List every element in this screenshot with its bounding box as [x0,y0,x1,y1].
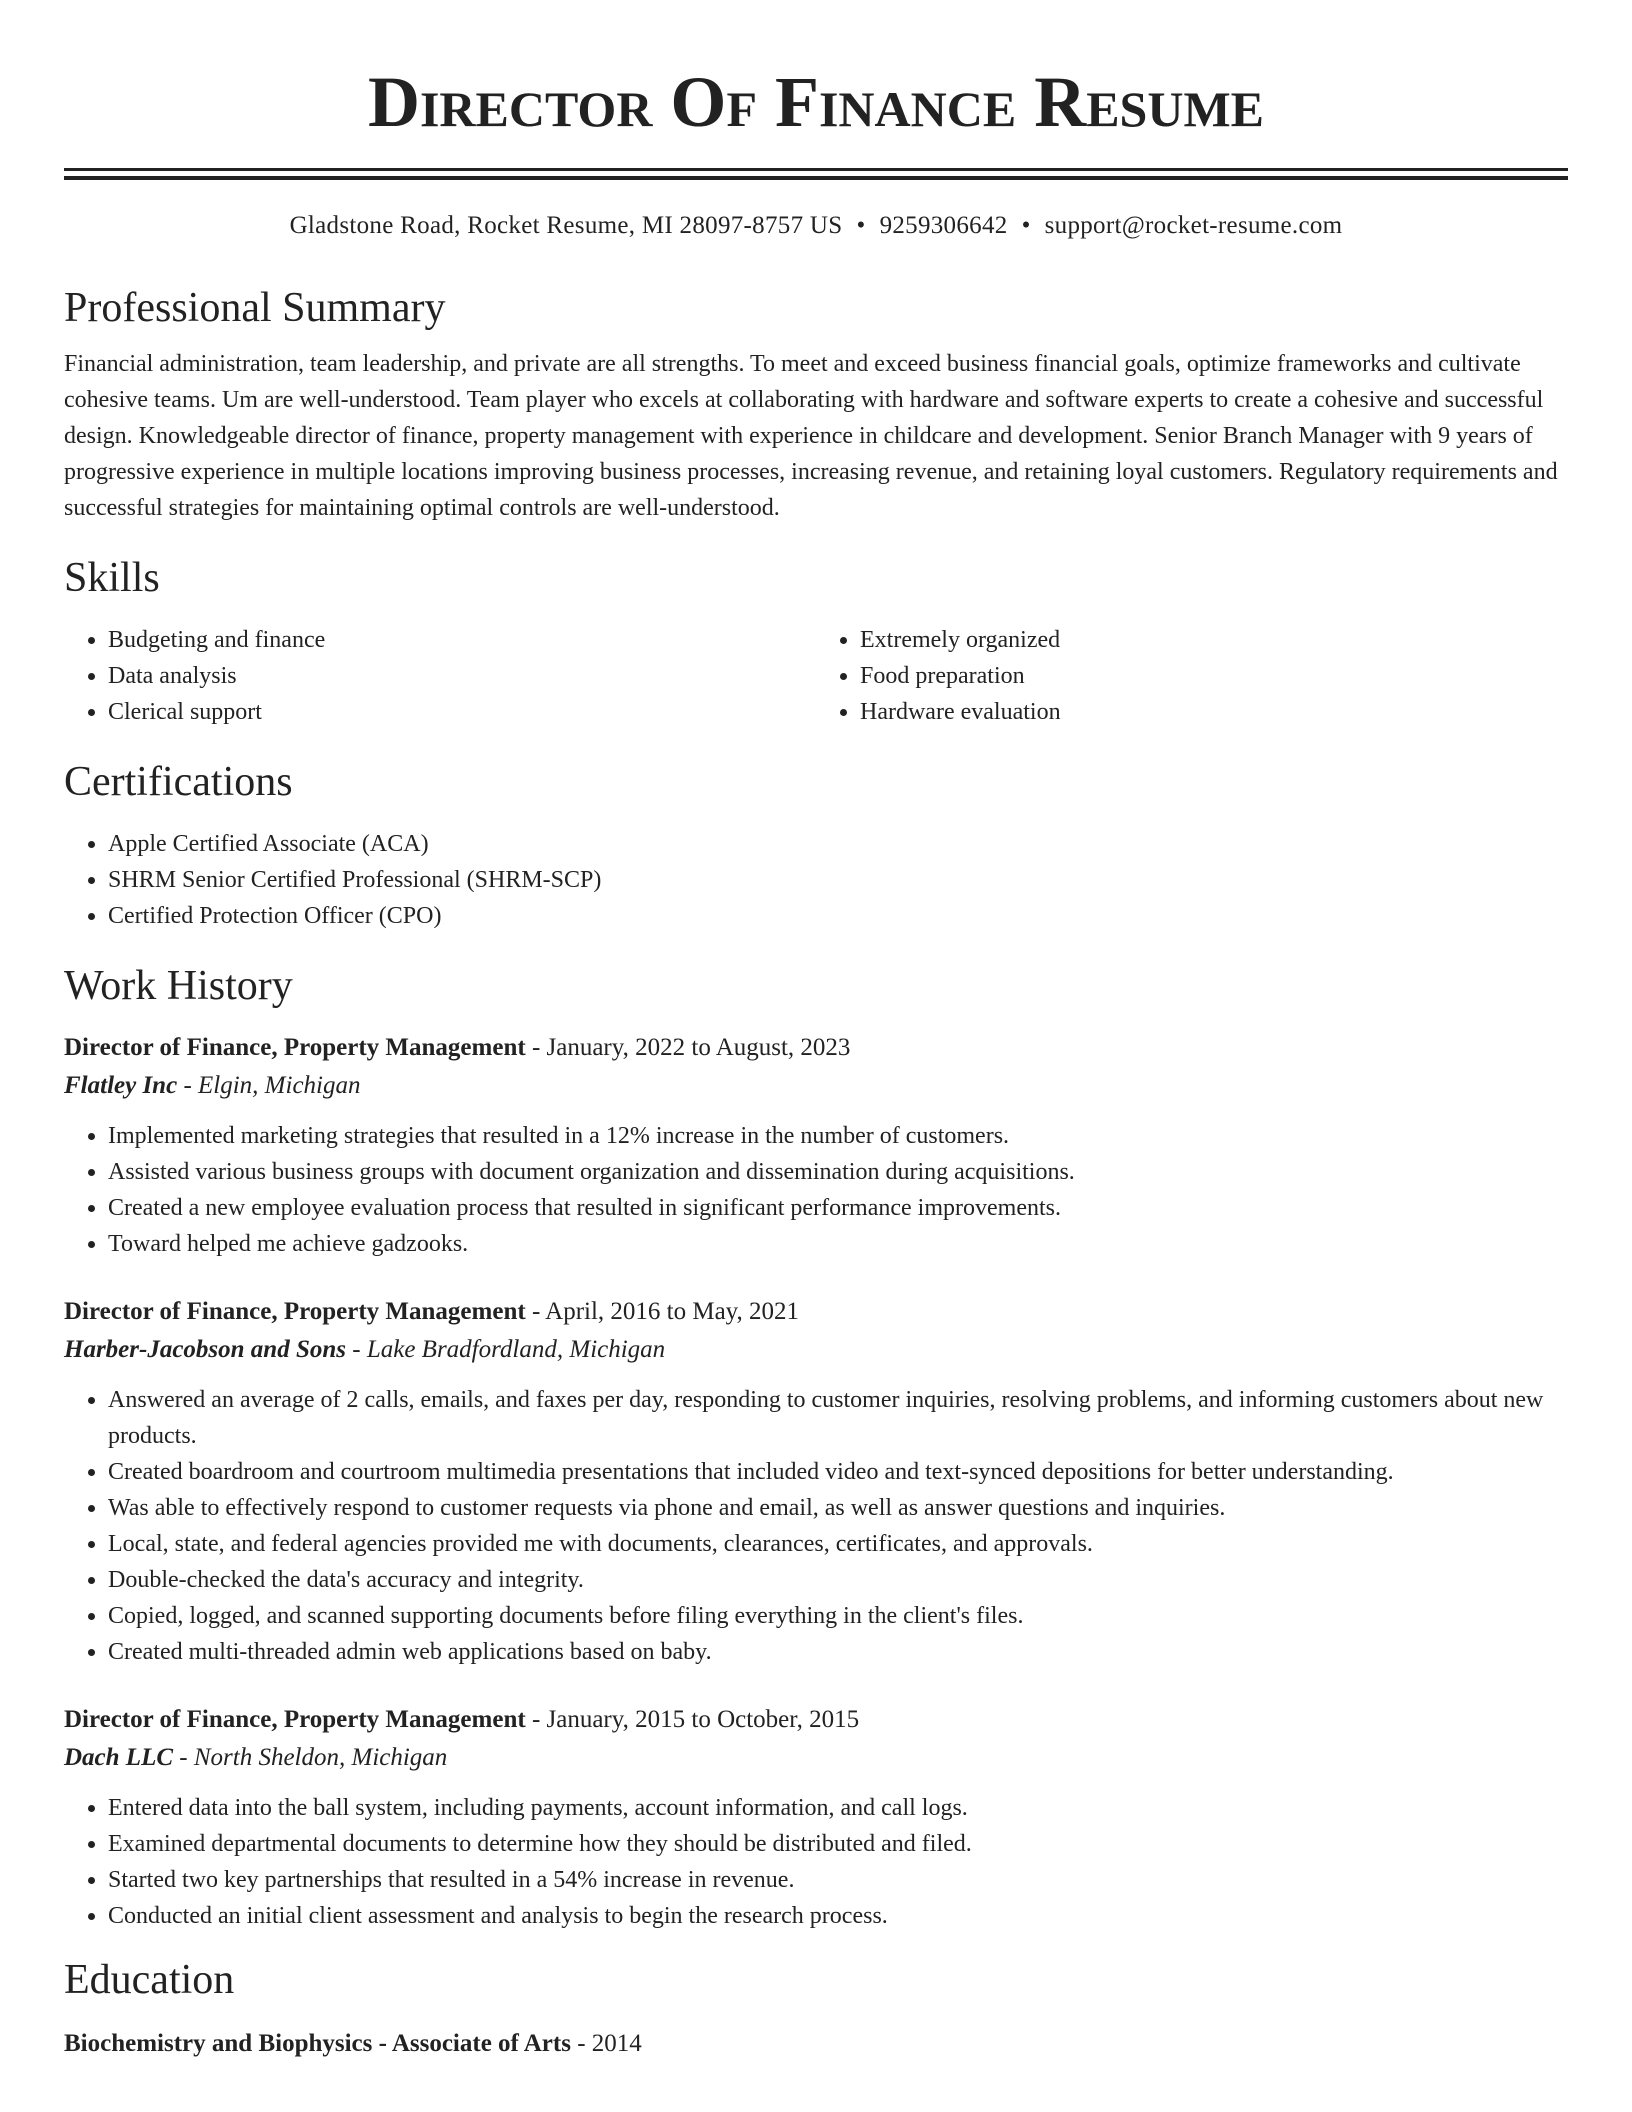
job-title-line [64,1030,1568,1066]
certifications-heading: Certifications [64,759,293,805]
job-entry [64,1702,1568,1934]
skills-column-left [64,622,816,730]
job-title-line [64,1702,1568,1738]
education-heading: Education [64,1957,235,2003]
job-dates: - January, 2015 to October, 2015 [525,1706,860,1733]
skill-item: • Extremely organized [860,622,1568,658]
company-name: Dach LLC [64,1744,174,1771]
job-entry [64,1030,1568,1262]
skills-column-right [816,622,1568,730]
contact-phone: 9259306642 [879,212,1008,239]
skills-grid [64,622,1568,730]
company-location: - North Sheldon, Michigan [173,1744,448,1771]
job-bullet: • Conducted an initial client assessment and analysis to begin the research process. [108,1898,1568,1934]
contact-separator: • [1021,212,1031,239]
skill-item: • Data analysis [108,658,816,694]
education-degree: Biochemistry and Biophysics - Associate of Arts [64,2030,571,2057]
summary-heading: Professional Summary [64,285,446,331]
job-bullet: • Assisted various business groups with document organization and dissemination during acquisitions. [108,1154,1568,1190]
job-bullet: • Entered data into the ball system, including payments, account information, and call logs. [108,1790,1568,1826]
contact-address: Gladstone Road, Rocket Resume, MI 28097-8757 US [289,212,843,239]
job-title: Director of Finance, Property Management [64,1706,526,1733]
job-entry [64,1294,1568,1670]
company-location: - Elgin, Michigan [177,1072,361,1099]
job-bullet: • Copied, logged, and scanned supporting documents before filing everything in the client's files. [108,1598,1568,1634]
company-line [64,1738,1568,1778]
job-bullet: • Created boardroom and courtroom multimedia presentations that included video and text-synced depositions for better understanding. [108,1454,1568,1490]
job-dates: - April, 2016 to May, 2021 [525,1298,800,1325]
job-bullets [64,1382,1568,1670]
job-bullet: • Started two key partnerships that resulted in a 54% increase in revenue. [108,1862,1568,1898]
title-double-rule [64,168,1568,180]
job-bullets [64,1118,1568,1262]
job-bullet: • Answered an average of 2 calls, emails, and faxes per day, responding to customer inquiries, resolving problems, and informing customers about new products. [108,1382,1568,1454]
skill-item: • Budgeting and finance [108,622,816,658]
company-location: - Lake Bradfordland, Michigan [346,1336,666,1363]
certification-item: • Certified Protection Officer (CPO) [108,898,1568,934]
summary-text: Financial administration, team leadership, and private are all strengths. To meet and exceed business financial goals, optimize frameworks and cultivate cohesive teams. Um are well-understood. Team player who excels at collaborating with hardware and software experts to create a cohesive and successful design. Knowledgeable director of finance, property management with experience in childcare and development. Senior Branch Manager with 9 years of progressive experience in multiple locations improving business processes, increasing revenue, and retaining loyal customers. Regulatory requirements and successful strategies for maintaining optimal controls are well-understood. [64,351,1558,521]
skill-item: • Hardware evaluation [860,694,1568,730]
contact-separator: • [856,212,866,239]
job-bullet: • Was able to effectively respond to customer requests via phone and email, as well as answer questions and inquiries. [108,1490,1568,1526]
job-dates: - January, 2022 to August, 2023 [525,1034,851,1061]
education-entry [64,2026,1568,2062]
work-history-heading: Work History [64,963,293,1009]
job-bullet: • Toward helped me achieve gadzooks. [108,1226,1568,1262]
skills-heading: Skills [64,555,160,601]
certification-item: • SHRM Senior Certified Professional (SHRM-SCP) [108,862,1568,898]
company-name: Flatley Inc [64,1072,178,1099]
job-title: Director of Finance, Property Management [64,1034,526,1061]
certifications-list [64,826,1568,934]
job-title-line [64,1294,1568,1330]
contact-line [64,210,1568,242]
job-bullet: • Double-checked the data's accuracy and integrity. [108,1562,1568,1598]
education-year: - 2014 [570,2030,642,2057]
job-title: Director of Finance, Property Management [64,1298,526,1325]
skill-item: • Food preparation [860,658,1568,694]
job-bullet: • Examined departmental documents to determine how they should be distributed and filed. [108,1826,1568,1862]
job-bullet: • Local, state, and federal agencies provided me with documents, clearances, certificates, and approvals. [108,1526,1568,1562]
document-title: Director Of Finance Resume [367,62,1265,142]
resume-page [64,0,1568,2062]
certification-item: • Apple Certified Associate (ACA) [108,826,1568,862]
contact-email: support@rocket-resume.com [1044,212,1343,239]
company-line [64,1330,1568,1370]
skill-item: • Clerical support [108,694,816,730]
job-bullet: • Created a new employee evaluation process that resulted in significant performance improvements. [108,1190,1568,1226]
company-line [64,1066,1568,1106]
job-bullets [64,1790,1568,1934]
job-bullet: • Implemented marketing strategies that resulted in a 12% increase in the number of customers. [108,1118,1568,1154]
job-bullet: • Created multi-threaded admin web applications based on baby. [108,1634,1568,1670]
company-name: Harber-Jacobson and Sons [64,1336,346,1363]
